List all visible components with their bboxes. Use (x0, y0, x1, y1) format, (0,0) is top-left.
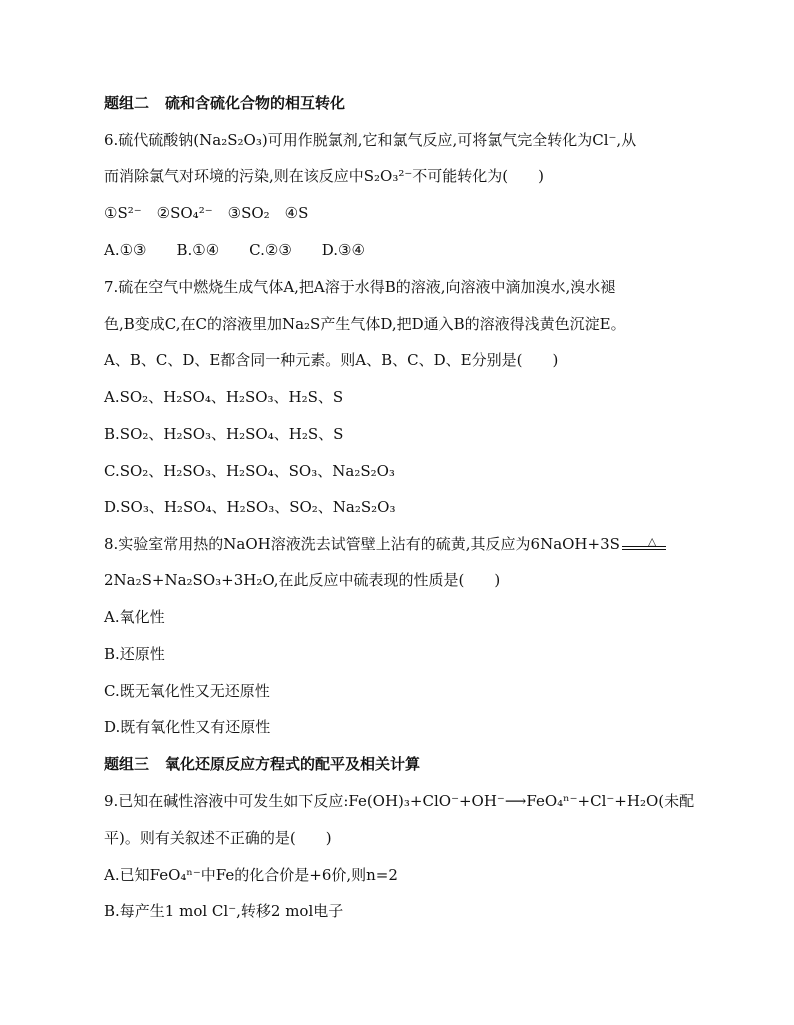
section-heading-2 (104, 93, 345, 113)
q8-line-1 (104, 534, 668, 554)
q7-option-d: D.SO₃、H₂SO₄、H₂SO₃、SO₂、Na₂S₂O₃ (104, 498, 396, 516)
q9-line-1: 9.已知在碱性溶液中可发生如下反应:Fe(OH)₃+ClO⁻+OH⁻⟶FeO₄ⁿ⁻+Cl⁻+H₂O(未配 (104, 792, 695, 810)
q8-option-d: D.既有氧化性又有还原性 (104, 718, 271, 736)
q6-options: A.①③ B.①④ C.②③ D.③④ (104, 241, 365, 259)
heading-number: 题组二 (104, 94, 150, 112)
q7-option-c: C.SO₂、H₂SO₃、H₂SO₄、SO₃、Na₂S₂O₃ (104, 462, 395, 480)
q8-option-c: C.既无氧化性又无还原性 (104, 682, 270, 700)
reaction-condition-sign (620, 535, 668, 552)
q7-line-3: A、B、C、D、E都含同一种元素。则A、B、C、D、E分别是( ) (104, 351, 559, 369)
q7-option-b: B.SO₂、H₂SO₃、H₂SO₄、H₂S、S (104, 425, 344, 443)
q8-option-a: A.氧化性 (104, 608, 165, 626)
heading-title: 硫和含硫化合物的相互转化 (165, 94, 346, 112)
q7-line-2: 色,B变成C,在C的溶液里加Na₂S产生气体D,把D通入B的溶液得浅黄色沉淀E。 (104, 315, 626, 333)
q6-items: ①S²⁻ ②SO₄²⁻ ③SO₂ ④S (104, 204, 309, 222)
q6-line-1: 6.硫代硫酸钠(Na₂S₂O₃)可用作脱氯剂,它和氯气反应,可将氯气完全转化为Cl⁻,从 (104, 131, 637, 149)
q9-option-b: B.每产生1 mol Cl⁻,转移2 mol电子 (104, 902, 344, 920)
q8-line-1-text: 8.实验室常用热的NaOH溶液洗去试管壁上沾有的硫黄,其反应为6NaOH+3S (104, 535, 620, 553)
q8-line-2: 2Na₂S+Na₂SO₃+3H₂O,在此反应中硫表现的性质是( ) (104, 571, 501, 589)
q7-option-a: A.SO₂、H₂SO₄、H₂SO₃、H₂S、S (104, 388, 344, 406)
heating-symbol: △ (647, 535, 657, 548)
section-heading-3 (104, 754, 420, 774)
heading-title: 氧化还原反应方程式的配平及相关计算 (165, 755, 421, 773)
q6-line-2: 而消除氯气对环境的污染,则在该反应中S₂O₃²⁻不可能转化为( ) (104, 167, 545, 185)
q8-option-b: B.还原性 (104, 645, 165, 663)
q9-line-2: 平)。则有关叙述不正确的是( ) (104, 829, 332, 847)
q7-line-1: 7.硫在空气中燃烧生成气体A,把A溶于水得B的溶液,向溶液中滴加溴水,溴水褪 (104, 278, 616, 296)
heading-number: 题组三 (104, 755, 150, 773)
q9-option-a: A.已知FeO₄ⁿ⁻中Fe的化合价是+6价,则n=2 (104, 866, 398, 884)
